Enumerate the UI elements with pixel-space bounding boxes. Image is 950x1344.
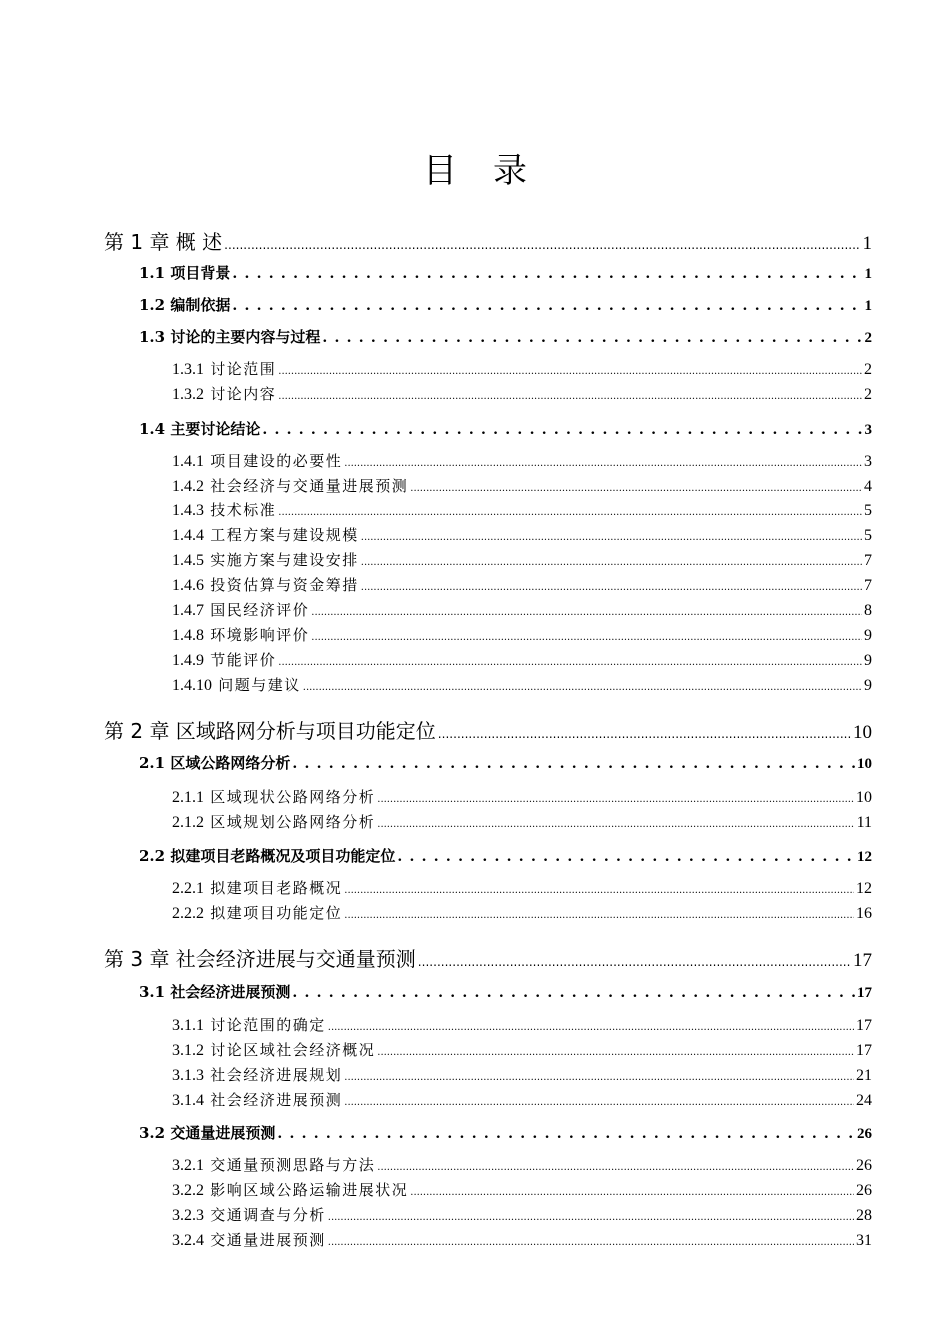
toc-entry-text: 区域规划公路网络分析 [210,813,376,831]
toc-entry-page-number: 12 [857,849,872,865]
toc-entry-level-3[interactable] [172,1014,872,1035]
toc-entry-label [172,877,342,898]
toc-entry-page-number: 5 [864,527,872,544]
toc-entry-level-3[interactable] [172,475,872,496]
toc-entry-label [172,450,342,471]
toc-entry-level-3[interactable] [172,574,872,595]
toc-entry-page-number: 9 [864,652,872,669]
toc-entry-page-number: 26 [856,1157,872,1174]
toc-entry-level-3[interactable] [172,599,872,620]
toc-entry-level-3[interactable] [172,358,872,379]
toc-entry-page-number: 5 [864,502,872,519]
toc-entry-label [172,358,276,379]
toc-entry-level-3[interactable] [172,877,872,898]
toc-entry-level-2[interactable] [139,752,872,773]
toc-entry-text: 环境影响评价 [210,626,310,644]
toc-entry-level-3[interactable] [172,1089,872,1110]
toc-entry-page-number: 10 [857,756,872,772]
toc-entry-label [172,599,309,620]
toc-entry-label: 3.1 社会经济进展预测 [139,983,291,1001]
toc-entry-label [172,499,276,520]
toc-entry-page-number: 9 [864,677,872,694]
toc-entry-text: 实施方案与建设安排 [210,551,359,569]
toc-entry-label [172,1229,326,1250]
toc-entry-label: 第 2 章 区域路网分析与项目功能定位 [104,719,436,743]
toc-entry-page-number: 1 [864,266,872,282]
toc-entry-number: 3.2.1 [172,1157,204,1174]
toc-entry-number: 3.2.3 [172,1207,204,1224]
toc-entry-number: 3.2.2 [172,1182,204,1199]
toc-entry-text: 讨论范围的确定 [210,1016,326,1034]
dot-leader [277,1126,855,1142]
toc-entry-level-3[interactable] [172,1064,872,1085]
toc-entry-level-3[interactable] [172,1154,872,1175]
dot-leader [377,1162,854,1173]
toc-entry-page-number: 10 [856,789,872,806]
toc-entry-label: 1.4 主要讨论结论 [139,420,261,438]
toc-entry-page-number: 7 [864,577,872,594]
toc-entry-page-number: 21 [856,1067,872,1084]
toc-entry-page-number: 16 [856,905,872,922]
toc-entry-text: 交通调查与分析 [210,1206,326,1224]
toc-entry-page-number: 31 [856,1232,872,1249]
toc-entry-label [172,524,359,545]
toc-entry-text: 拟建项目老路概况 [210,879,343,897]
toc-entry-label [172,1179,408,1200]
toc-entry-page-number: 10 [853,722,872,743]
dot-leader [292,985,855,1001]
toc-entry-page-number: 17 [857,985,872,1001]
toc-entry-number: 2.2.1 [172,880,204,897]
dot-leader [232,298,862,314]
toc-entry-label [172,649,276,670]
toc-entry-level-3[interactable] [172,811,872,832]
toc-entry-level-3[interactable] [172,902,872,923]
toc-entry-text: 项目建设的必要性 [210,452,343,470]
dot-leader [232,266,862,282]
toc-entry-text: 节能评价 [210,651,277,669]
dot-leader [262,422,862,438]
toc-entry-page-number: 3 [864,422,872,438]
toc-entry-level-3[interactable] [172,1229,872,1250]
toc-entry-level-2[interactable] [139,981,872,1002]
toc-entry-label [172,383,276,404]
toc-entry-label [172,902,342,923]
toc-entry-label: 2.2 拟建项目老路概况及项目功能定位 [139,847,396,865]
toc-entry-page-number: 26 [857,1126,872,1142]
toc-entry-number: 1.4.10 [172,677,212,694]
toc-entry-number: 1.4.9 [172,652,204,669]
dot-leader [344,1097,854,1108]
toc-entry-number: 2.2.2 [172,905,204,922]
dot-leader [328,1022,854,1033]
toc-entry-text: 技术标准 [210,501,277,519]
toc-entry-page-number: 4 [864,478,872,495]
toc-entry-level-3[interactable] [172,624,872,645]
toc-entry-page-number: 2 [864,330,872,346]
toc-entry-number: 1.4.4 [172,527,204,544]
toc-entry-text: 区域现状公路网络分析 [210,788,376,806]
toc-entry-level-3[interactable] [172,674,872,695]
dot-leader [344,885,854,896]
toc-entry-label: 第 3 章 社会经济进展与交通量预测 [104,947,416,971]
toc-entry-label [172,624,309,645]
dot-leader [292,756,855,772]
toc-entry-label [172,811,375,832]
toc-entry-level-3[interactable] [172,383,872,404]
toc-entry-number: 1.3.2 [172,386,204,403]
toc-entry-label [172,1154,375,1175]
dot-leader [377,1047,854,1058]
toc-entry-level-3[interactable] [172,1204,872,1225]
toc-entry-label: 1.2 编制依据 [139,296,231,314]
toc-entry-level-1[interactable] [104,943,872,972]
title-char-1: 目 [423,151,457,191]
toc-entry-page-number: 7 [864,552,872,569]
toc-entry-label: 3.2 交通量进展预测 [139,1124,276,1142]
toc-entry-label [172,1204,326,1225]
dot-leader [344,1072,854,1083]
toc-entry-text: 社会经济进展规划 [210,1066,343,1084]
dot-leader [377,794,854,805]
toc-entry-page-number: 17 [856,1042,872,1059]
toc-entry-number: 1.4.5 [172,552,204,569]
toc-entry-number: 3.1.4 [172,1092,204,1109]
toc-entry-level-3[interactable] [172,786,872,807]
toc-entry-number: 1.3.1 [172,361,204,378]
toc-entry-number: 3.1.3 [172,1067,204,1084]
dot-leader [328,1237,854,1248]
dot-leader [278,391,862,402]
toc-entry-label: 1.3 讨论的主要内容与过程 [139,328,321,346]
dot-leader [361,557,862,568]
dot-leader [410,483,862,494]
toc-entry-page-number: 2 [864,386,872,403]
dot-leader [311,632,862,643]
toc-entry-page-number: 24 [856,1092,872,1109]
dot-leader [322,330,862,346]
toc-entry-page-number: 3 [864,453,872,470]
toc-entry-level-3[interactable] [172,1039,872,1060]
toc-entry-text: 工程方案与建设规模 [210,526,359,544]
toc-entry-level-3[interactable] [172,450,872,471]
toc-entry-page-number: 17 [856,1017,872,1034]
toc-entry-page-number: 17 [853,950,872,971]
toc-entry-text: 讨论内容 [210,385,277,403]
toc-entry-text: 交通量进展预测 [210,1231,326,1249]
toc-entry-label: 第 1 章 概 述 [104,230,223,254]
toc-entry-label [172,1089,342,1110]
dot-leader [278,366,862,377]
toc-entry-page-number: 8 [864,602,872,619]
toc-entry-level-3[interactable] [172,549,872,570]
toc-entry-number: 1.4.3 [172,502,204,519]
toc-entry-text: 问题与建议 [218,676,301,694]
title-char-2: 录 [493,151,527,191]
toc-entry-level-1[interactable] [104,715,872,744]
toc-entry-label [172,786,375,807]
toc-entry-text: 拟建项目功能定位 [210,904,343,922]
toc-entry-number: 1.4.7 [172,602,204,619]
toc-entry-level-2[interactable] [139,1122,872,1143]
toc-entry-text: 投资估算与资金筹措 [210,576,359,594]
dot-leader [397,849,855,865]
dot-leader [361,582,862,593]
toc-entry-page-number: 11 [856,814,872,831]
toc-entry-text: 讨论区域社会经济概况 [210,1041,376,1059]
toc-entry-number: 1.4.2 [172,478,204,495]
toc-entry-page-number: 12 [856,880,872,897]
dot-leader [377,819,854,830]
dot-leader [303,682,862,693]
toc-entry-text: 社会经济进展预测 [210,1091,343,1109]
toc-entry-level-3[interactable] [172,1179,872,1200]
toc-entry-text: 讨论范围 [210,360,277,378]
toc-entry-label [172,574,359,595]
toc-entry-page-number: 1 [864,298,872,314]
toc-entry-label [172,1014,326,1035]
toc-entry-number: 2.1.2 [172,814,204,831]
toc-entry-label: 1.1 项目背景 [139,264,231,282]
dot-leader [278,657,862,668]
toc-entry-level-2[interactable] [139,418,872,439]
toc-entry-label [172,1064,342,1085]
dot-leader [278,507,862,518]
toc-entry-level-2[interactable] [139,262,872,283]
toc-entry-number: 3.1.1 [172,1017,204,1034]
dot-leader [344,910,854,921]
toc-entry-label [172,674,301,695]
toc-entry-level-1[interactable] [104,226,872,255]
toc-entry-number: 3.2.4 [172,1232,204,1249]
toc-entry-page-number: 2 [864,361,872,378]
toc-entry-page-number: 28 [856,1207,872,1224]
dot-leader [418,955,851,969]
toc-entry-text: 交通量预测思路与方法 [210,1156,376,1174]
dot-leader [344,458,862,469]
toc-entry-label: 2.1 区域公路网络分析 [139,754,291,772]
toc-entry-level-2[interactable] [139,294,872,315]
toc-entry-page-number: 1 [862,233,872,254]
dot-leader [361,532,862,543]
toc-entry-text: 国民经济评价 [210,601,310,619]
dot-leader [224,238,860,252]
toc-entry-page-number: 9 [864,627,872,644]
toc-entry-level-2[interactable] [139,845,872,866]
toc-entry-number: 2.1.1 [172,789,204,806]
toc-entry-label [172,549,359,570]
toc-entry-number: 1.4.1 [172,453,204,470]
toc-entry-number: 1.4.8 [172,627,204,644]
toc-entry-level-3[interactable] [172,649,872,670]
toc-entry-number: 3.1.2 [172,1042,204,1059]
toc-entry-level-3[interactable] [172,499,872,520]
toc-entry-text: 社会经济与交通量进展预测 [210,477,409,495]
toc-entry-level-2[interactable] [139,326,872,347]
toc-entry-number: 1.4.6 [172,577,204,594]
dot-leader [438,727,851,741]
toc-entry-text: 影响区域公路运输进展状况 [210,1181,409,1199]
toc-entry-label [172,1039,375,1060]
dot-leader [410,1187,854,1198]
toc-entry-page-number: 26 [856,1182,872,1199]
toc-entry-label [172,475,408,496]
dot-leader [311,607,862,618]
dot-leader [328,1212,854,1223]
toc-entry-level-3[interactable] [172,524,872,545]
